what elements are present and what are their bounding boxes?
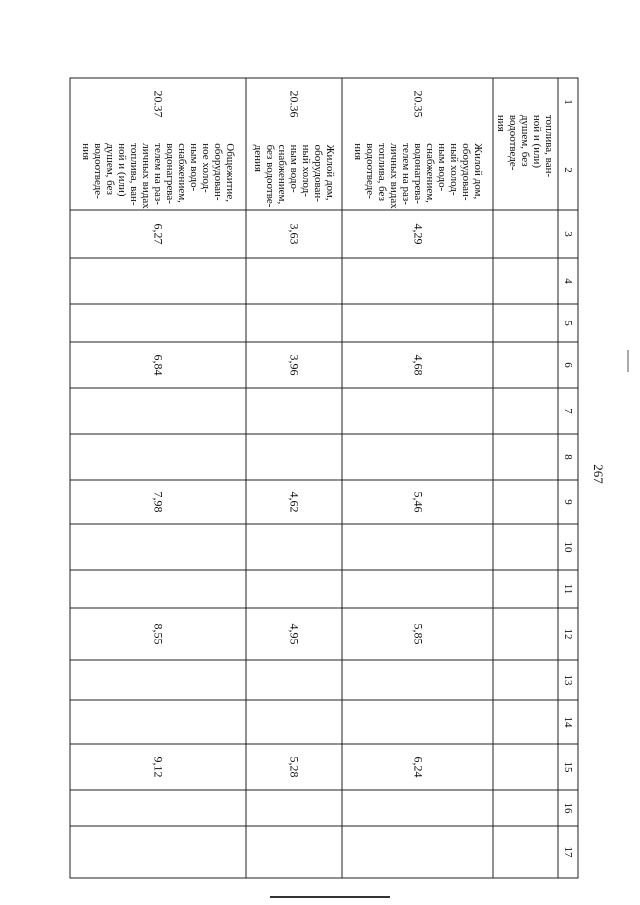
cell-20-35-col3: 4,29 xyxy=(411,223,426,245)
row-description-20-35: Жилой дом, оборудован- ный холод- ным водо- снабжением, водонагрева- телем на раз- личных видах топлива, без водоотведе- ния xyxy=(352,143,484,209)
col-number-2: 2 xyxy=(562,167,574,173)
col-number-3: 3 xyxy=(562,231,574,237)
col-number-10: 10 xyxy=(562,541,574,553)
col-number-12: 12 xyxy=(562,628,574,640)
col-number-5: 5 xyxy=(562,320,574,326)
cell-20-37-col6: 6,84 xyxy=(151,354,166,376)
row-code-20-37: 20.37 xyxy=(151,90,166,118)
col-number-7: 7 xyxy=(562,408,574,414)
col-number-6: 6 xyxy=(562,362,574,368)
row-description-20-36: Жилой дом, оборудован- ный холод- ным водо- снабжением, без водоотве- дения xyxy=(252,144,336,208)
col-number-11: 11 xyxy=(562,583,574,595)
cell-20-35-col6: 4,68 xyxy=(411,354,426,376)
cell-20-36-col12: 4,95 xyxy=(287,623,302,645)
cell-20-36-col9: 4,62 xyxy=(287,491,302,513)
row-code-20-35: 20.35 xyxy=(411,90,426,118)
col-number-1: 1 xyxy=(562,99,574,105)
col-number-15: 15 xyxy=(562,761,574,773)
col-number-14: 14 xyxy=(562,716,574,728)
col-number-17: 17 xyxy=(562,846,574,858)
col-number-4: 4 xyxy=(562,278,574,284)
col-number-8: 8 xyxy=(562,454,574,460)
cell-20-37-col9: 7,98 xyxy=(151,491,166,513)
cell-20-35-col15: 6,24 xyxy=(411,756,426,778)
cell-20-37-col3: 6,27 xyxy=(151,223,166,245)
row-code-20-36: 20.36 xyxy=(287,90,302,118)
top-row-fragment: топлива, ван- ной и (или) душем, без водоотведе- ния xyxy=(495,114,555,178)
cell-20-37-col12: 8,55 xyxy=(151,623,166,645)
col-number-9: 9 xyxy=(562,499,574,505)
cell-20-36-col3: 3,63 xyxy=(287,223,302,245)
page-number: 267 xyxy=(591,464,606,484)
cell-20-36-col6: 3,96 xyxy=(287,354,302,376)
cell-20-35-col12: 5,85 xyxy=(411,623,426,645)
cell-20-37-col15: 9,12 xyxy=(151,756,166,778)
cell-20-36-col15: 5,28 xyxy=(287,756,302,778)
col-number-13: 13 xyxy=(562,674,574,686)
cell-20-35-col9: 5,46 xyxy=(411,491,426,513)
col-number-16: 16 xyxy=(562,802,574,814)
row-description-20-37: Общежитие, оборудован- ное холод- ным водо- снабжением, водонагрева- телем на раз- личных видах топлива, ван- ной и (или) душем, без водоотведе- ния xyxy=(80,143,236,209)
